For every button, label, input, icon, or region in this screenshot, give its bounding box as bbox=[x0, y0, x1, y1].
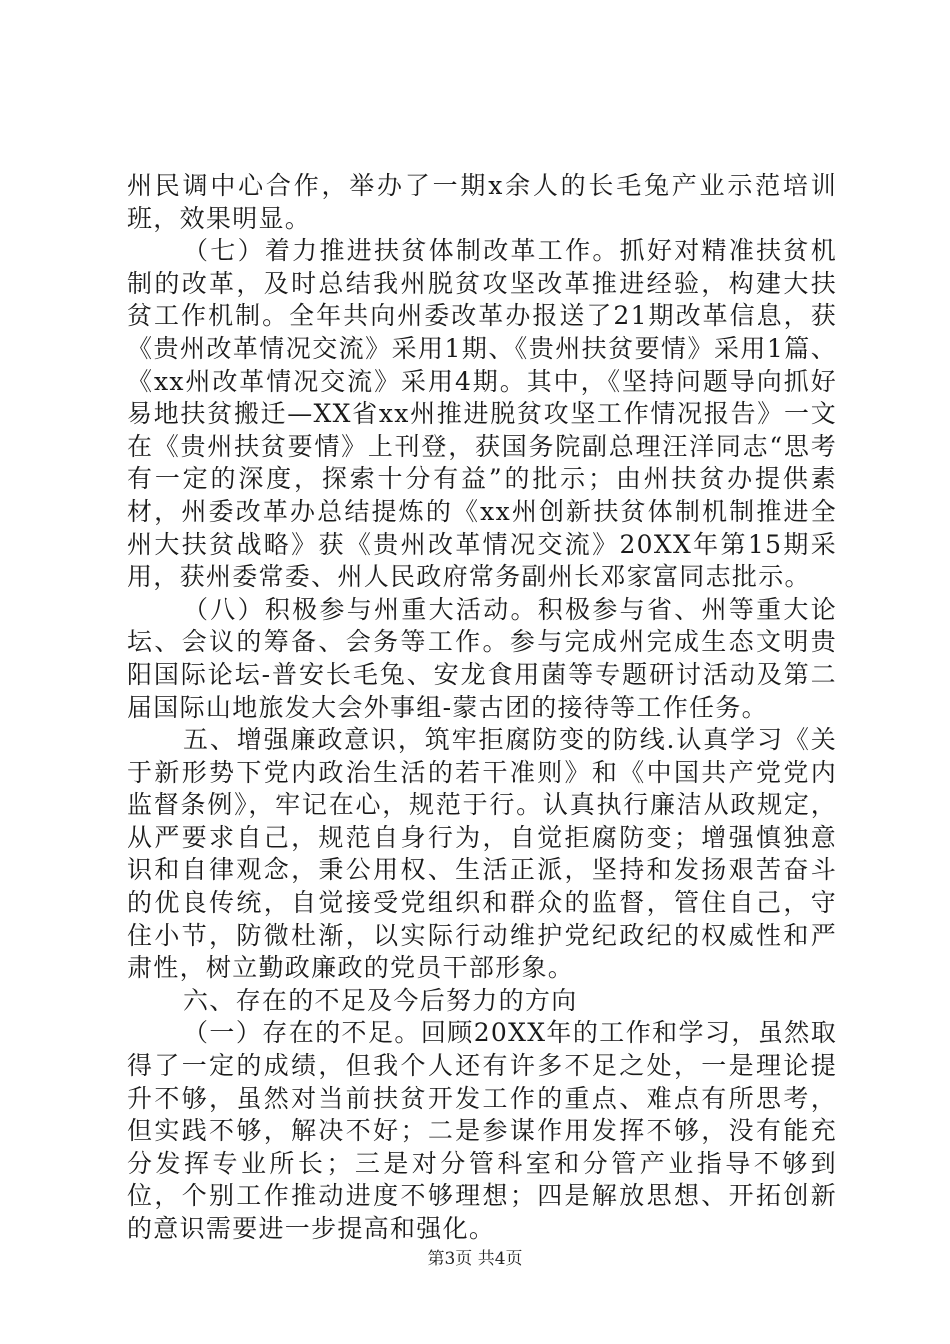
paragraph-section-7: （七）着力推进扶贫体制改革工作。抓好对精准扶贫机制的改革，及时总结我州脱贫攻坚改革推进经验，构建大扶贫工作机制。全年共向州委改革办报送了21期改革信息，获《贵州改革情况交流》采用1期、《贵州扶贫要情》采用1篇、《xx州改革情况交流》采用4期。其中，《坚持问题导向抓好易地扶贫搬迁—XX省xx州推进脱贫攻坚工作情况报告》一文在《贵州扶贫要情》上刊登，获国务院副总理汪洋同志“思考有一定的深度，探索十分有益”的批示；由州扶贫办提供素材，州委改革办总结提炼的《xx州创新扶贫体制机制推进全州大扶贫战略》获《贵州改革情况交流》20XX年第15期采用，获州委常委、州人民政府常务副州长邓家富同志批示。 bbox=[127, 236, 837, 592]
paragraph-shortcomings: （一）存在的不足。回顾20XX年的工作和学习，虽然取得了一定的成绩，但我个人还有许多不足之处，一是理论提升不够，虽然对当前扶贫开发工作的重点、难点有所思考，但实践不够，解决不好；二是参谋作用发挥不够，没有能充分发挥专业所长；三是对分管科室和分管产业指导不够到位，个别工作推动进度不够理想；四是解放思想、开拓创新的意识需要进一步提高和强化。 bbox=[127, 1018, 837, 1243]
paragraph-continuation: 州民调中心合作，举办了一期x余人的长毛兔产业示范培训班，效果明显。 bbox=[127, 171, 837, 233]
page-number-footer: 第3页 共4页 bbox=[427, 1249, 523, 1269]
paragraph-heading-5: 五、增强廉政意识，筑牢拒腐防变的防线.认真学习《关于新形势下党内政治生活的若干准则》和《中国共产党党内监督条例》，牢记在心，规范于行。认真执行廉洁从政规定，从严要求自己，规范自身行为，自觉拒腐防变；增强慎独意识和自律观念，秉公用权、生活正派，坚持和发扬艰苦奋斗的优良传统，自觉接受党组织和群众的监督，管住自己，守住小节，防微杜渐，以实际行动维护党纪政纪的权威性和严肃性，树立勤政廉政的党员干部形象。 bbox=[127, 725, 837, 983]
paragraph-section-8: （八）积极参与州重大活动。积极参与省、州等重大论坛、会议的筹备、会务等工作。参与完成州完成生态文明贵阳国际论坛-普安长毛兔、安龙食用菌等专题研讨活动及第二届国际山地旅发大会外事组-蒙古团的接待等工作任务。 bbox=[127, 594, 837, 722]
document-body bbox=[127, 170, 837, 1246]
paragraph-heading-6: 六、存在的不足及今后努力的方向 bbox=[183, 985, 578, 1015]
